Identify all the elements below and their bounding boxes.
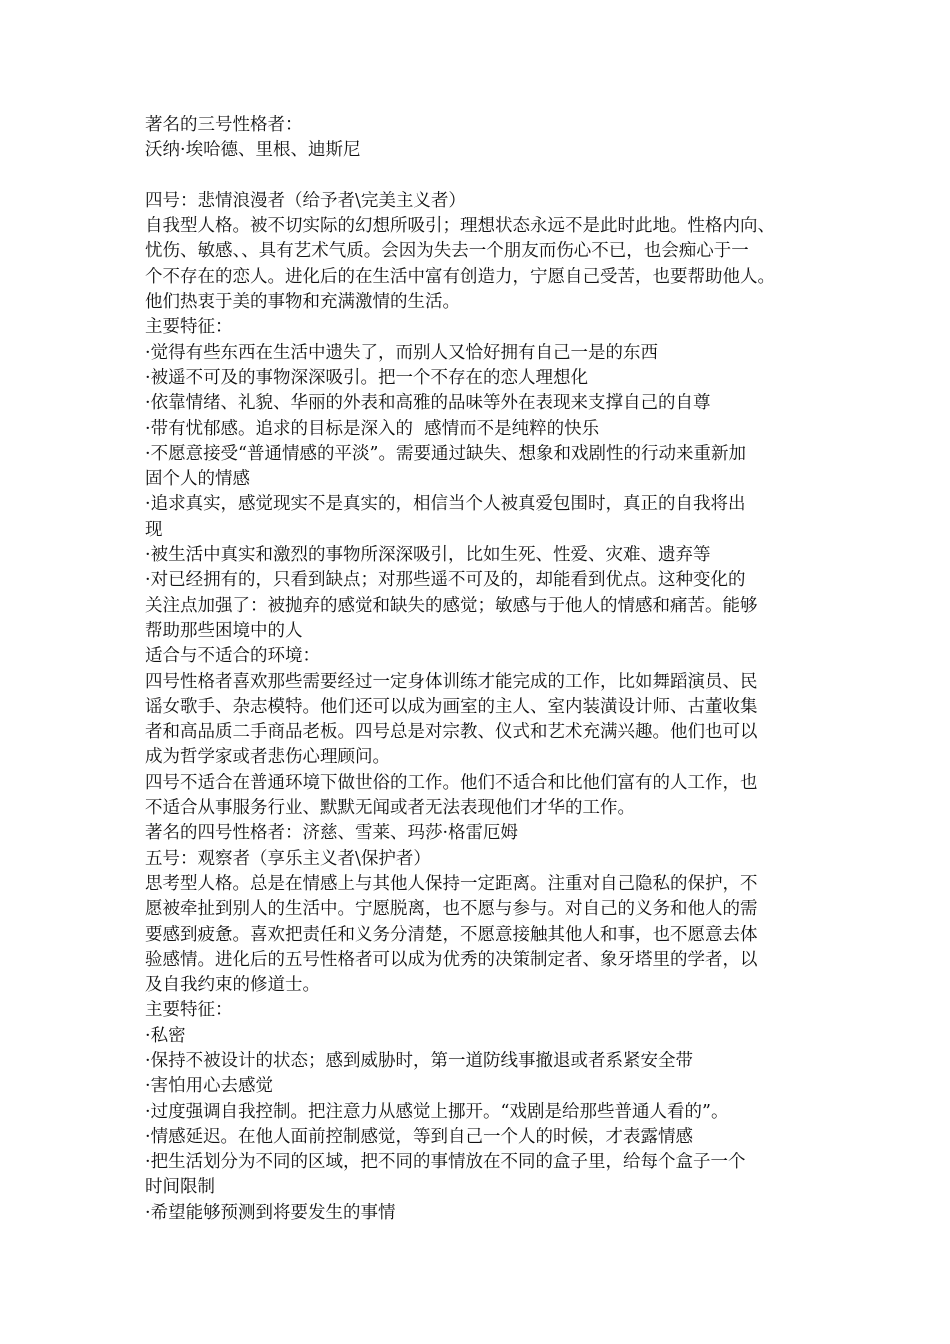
text-line: 现 — [145, 519, 163, 540]
bullet-line: ·害怕用心去感觉 — [145, 1076, 274, 1097]
text-line: 不适合从事服务行业、默默无闻或者无法表现他们才华的工作。 — [145, 798, 635, 819]
text-line: 他们热衷于美的事物和充满激情的生活。 — [145, 292, 460, 313]
bullet-line: ·觉得有些东西在生活中遗失了，而别人又恰好拥有自己一是的东西 — [145, 342, 659, 363]
text-line: 个不存在的恋人。进化后的在生活中富有创造力，宁愿自己受苦，也要帮助他人。 — [145, 266, 775, 287]
bullet-line: ·对已经拥有的，只看到缺点；对那些遥不可及的，却能看到优点。这种变化的 — [145, 570, 746, 591]
text-line: 四号不适合在普通环境下做世俗的工作。他们不适合和比他们富有的人工作，也 — [145, 772, 758, 793]
text-line: 著名的三号性格者： — [145, 115, 303, 135]
text-line: 成为哲学家或者悲伤心理顾问。 — [145, 747, 390, 768]
text-line: 帮助那些困境中的人 — [145, 620, 303, 641]
document-page — [145, 113, 810, 1226]
text-line: 愿被牵扯到别人的生活中。宁愿脱离，也不愿与参与。对自己的义务和他人的需 — [145, 899, 758, 920]
text-line: 及自我约束的修道士。 — [145, 975, 320, 996]
text-line: 关注点加强了：被抛弃的感觉和缺失的感觉；敏感与于他人的情感和痛苦。能够 — [145, 595, 758, 616]
bullet-line: ·保持不被设计的状态；感到威胁时，第一道防线事撤退或者系紧安全带 — [145, 1050, 694, 1071]
bullet-line: ·被生活中真实和激烈的事物所深深吸引，比如生死、性爱、灾难、遗弃等 — [145, 545, 711, 566]
text-line: 著名的四号性格者：济慈、雪莱、玛莎·格雷厄姆 — [145, 823, 519, 844]
text-line: 沃纳·埃哈德、里根、迪斯尼 — [145, 140, 361, 161]
bullet-line: ·不愿意接受“普通情感的平淡”。需要通过缺失、想象和戏剧性的行动来重新加 — [145, 443, 746, 464]
text-line: 四号性格者喜欢那些需要经过一定身体训练才能完成的工作，比如舞蹈演员、民 — [145, 671, 758, 692]
bullet-line: ·依靠情绪、礼貌、华丽的外表和高雅的品味等外在表现来支撑自己的自尊 — [145, 393, 711, 414]
subheading: 主要特征： — [145, 317, 233, 338]
bullet-line: ·带有忧郁感。追求的目标是深入的 感情而不是纯粹的快乐 — [145, 418, 600, 439]
subheading: 适合与不适合的环境： — [145, 646, 320, 667]
bullet-line: ·希望能够预测到将要发生的事情 — [145, 1202, 396, 1223]
bullet-line: ·过度强调自我控制。把注意力从感觉上挪开。“戏剧是给那些普通人看的”。 — [145, 1101, 729, 1122]
text-line: 验感情。进化后的五号性格者可以成为优秀的决策制定者、象牙塔里的学者，以 — [145, 949, 758, 970]
text-line: 时间限制 — [145, 1177, 215, 1198]
text-line: 者和高品质二手商品老板。四号总是对宗教、仪式和艺术充满兴趣。他们也可以 — [145, 722, 758, 743]
blank-line — [145, 164, 810, 189]
text-line: 自我型人格。被不切实际的幻想所吸引；理想状态永远不是此时此地。性格内向、 — [145, 216, 775, 237]
bullet-line: ·私密 — [145, 1025, 186, 1046]
text-line: 要感到疲惫。喜欢把责任和义务分清楚，不愿意接触其他人和事，也不愿意去体 — [145, 924, 758, 945]
text-line: 忧伤、敏感、、具有艺术气质。会因为失去一个朋友而伤心不已，也会痴心于一 — [145, 241, 749, 262]
bullet-line: ·把生活划分为不同的区域，把不同的事情放在不同的盒子里，给每个盒子一个 — [145, 1152, 746, 1173]
bullet-line: ·被遥不可及的事物深深吸引。把一个不存在的恋人理想化 — [145, 367, 589, 388]
text-line: 思考型人格。总是在情感上与其他人保持一定距离。注重对自己隐私的保护，不 — [145, 873, 758, 894]
section-heading: 五号：观察者（享乐主义者\保护者） — [145, 848, 431, 869]
bullet-line: ·追求真实，感觉现实不是真实的，相信当个人被真爱包围时，真正的自我将出 — [145, 494, 746, 515]
subheading: 主要特征： — [145, 1000, 233, 1021]
text-line: 谣女歌手、杂志模特。他们还可以成为画室的主人、室内装潢设计师、古董收集 — [145, 696, 758, 717]
section-heading: 四号：悲情浪漫者（给予者\完美主义者） — [145, 190, 466, 211]
bullet-line: ·情感延迟。在他人面前控制感觉，等到自己一个人的时候，才表露情感 — [145, 1126, 694, 1147]
text-line: 固个人的情感 — [145, 469, 250, 490]
